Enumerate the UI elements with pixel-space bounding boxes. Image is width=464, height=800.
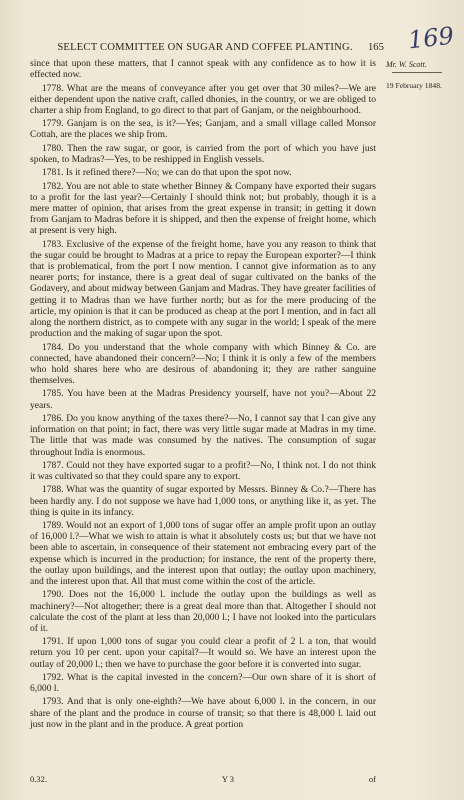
paragraph-1783: 1783. Exclusive of the expense of the freight home, have you any reason to think that the sugar could be brought to Madras at a price to repay the European exporter?—I think that is problematical, from the port I now mention. I cannot give information as to any nearer ports; for instance, there is a great deal of sugar cultivated on the banks of the Godavery, and about midway between Ganjam and Madras. They have greater facilities of getting it to Madras than we have further north; but as for the mere producing of the article, my opinion is that it can be produced as cheap at the port I mention, and in fact all along the northern district, as to compete with any sugar in the world; I speak of the mere production and the making of sugar upon the spot.	[30, 238, 376, 340]
margin-witness-name: Mr. W. Scott.	[386, 60, 427, 69]
paragraph-1780: 1780. Then the raw sugar, or goor, is carried from the port of which you have just spoken, to Madras?—Yes, to be reshipped in English vessels.	[30, 142, 376, 165]
paragraph-1778: 1778. What are the means of conveyance after you get over that 30 miles?—We are either dependent upon the native craft, called dhonies, in the country, or we are obliged to charter a ship from England, to go direct to that part of Ganjam, or the neighbourhood.	[30, 82, 376, 116]
footer-reference: 0.32.	[30, 774, 47, 784]
margin-divider	[392, 72, 442, 73]
page-number: 165	[368, 42, 384, 53]
paragraph-1779: 1779. Ganjam is on the sea, is it?—Yes; Ganjam, and a small village called Monsor Cottah, are the places we ship from.	[30, 118, 376, 141]
margin-date: 19 February 1848.	[386, 81, 442, 90]
paragraph-1788: 1788. What was the quantity of sugar exported by Messrs. Binney & Co.?—There has been hardly any. I do not suppose we have had 1,000 tons, or anything like it, as yet. The thing is quite in its infancy.	[30, 484, 376, 518]
paragraph-1792: 1792. What is the capital invested in the concern?—Our own share of it is short of 6,000 l.	[30, 671, 376, 695]
paragraph-1791: 1791. If upon 1,000 tons of sugar you could clear a profit of 2 l. a ton, that would return you 10 per cent. upon your capital?—It would so. We have an interest upon the outlay of 20,000 l.; then we have to purchase the goor before it is converted into sugar.	[30, 636, 376, 670]
page-header-title: SELECT COMMITTEE ON SUGAR AND COFFEE PLANTING.	[57, 42, 353, 53]
paragraph-1784: 1784. Do you understand that the whole company with which Binney & Co. are connected, have abandoned their concern?—No; I think it is only a few of the members who hold shares here who are desirous of abandoning it; they are rather sanguine themselves.	[30, 341, 376, 387]
paragraph-1785: 1785. You have been at the Madras Presidency yourself, have not you?—About 22 years.	[30, 388, 376, 411]
paragraph-continuation: since that upon these matters, that I cannot speak with any confidence as to how it is effected now.	[30, 58, 376, 81]
paragraph-1790: 1790. Does not the 16,000 l. include the outlay upon the buildings as well as machinery?—Not altogether; there is a great deal more than that. Altogether I should not calculate the cost of the plant at less than 20,000 l.; I have not looked into the particulars of it.	[30, 589, 376, 634]
handwritten-folio-number: 169	[406, 21, 456, 55]
page-footer	[30, 774, 376, 784]
paragraph-1786: 1786. Do you know anything of the taxes there?—No, I cannot say that I can give any information on that point; in fact, there was very little sugar made at Madras in my time. The little that was made was consumed by the natives. The consumption of sugar throughout India is enormous.	[30, 412, 376, 458]
paragraph-1782: 1782. You are not able to state whether Binney & Company have exported their sugars to a profit for the last year?—Certainly I should think not; but probably, though it is a mere matter of opinion, that arises from the great expense in transit; in getting it down from Ganjam to Madras before it is shipped, and then the expense of freight home, which at present is very high.	[30, 180, 376, 237]
paragraph-1781: 1781. Is it refined there?—No; we can do that upon the spot now.	[42, 167, 292, 179]
paragraph-1793: 1793. And that is only one-eighth?—We have about 6,000 l. in the concern, in our share of the plant and the produce in course of transit; so that there is 48,000 l. laid out just now in the plant and in the produce. A great portion	[30, 696, 376, 730]
footer-signature-mark: Y 3	[221, 774, 235, 784]
testimony-body	[30, 58, 376, 732]
paragraph-1787: 1787. Could not they have exported sugar to a profit?—No, I think not. I do not think it was cultivated so that they could spare any to export.	[30, 459, 376, 483]
footer-catchword: of	[368, 774, 376, 784]
paragraph-1789: 1789. Would not an export of 1,000 tons of sugar offer an ample profit upon an outlay of 16,000 l.?—What we wish to attain is what it absolutely costs us; but that we have not been able to ascertain, in consequence of their statement not embracing every part of the expense which is incurred in the production; for instance, the rent of the property there, the outlay upon buildings, and the interest upon that outlay; the outlay upon machinery, and the interest upon that. All that must come within the cost of the article.	[30, 520, 376, 588]
